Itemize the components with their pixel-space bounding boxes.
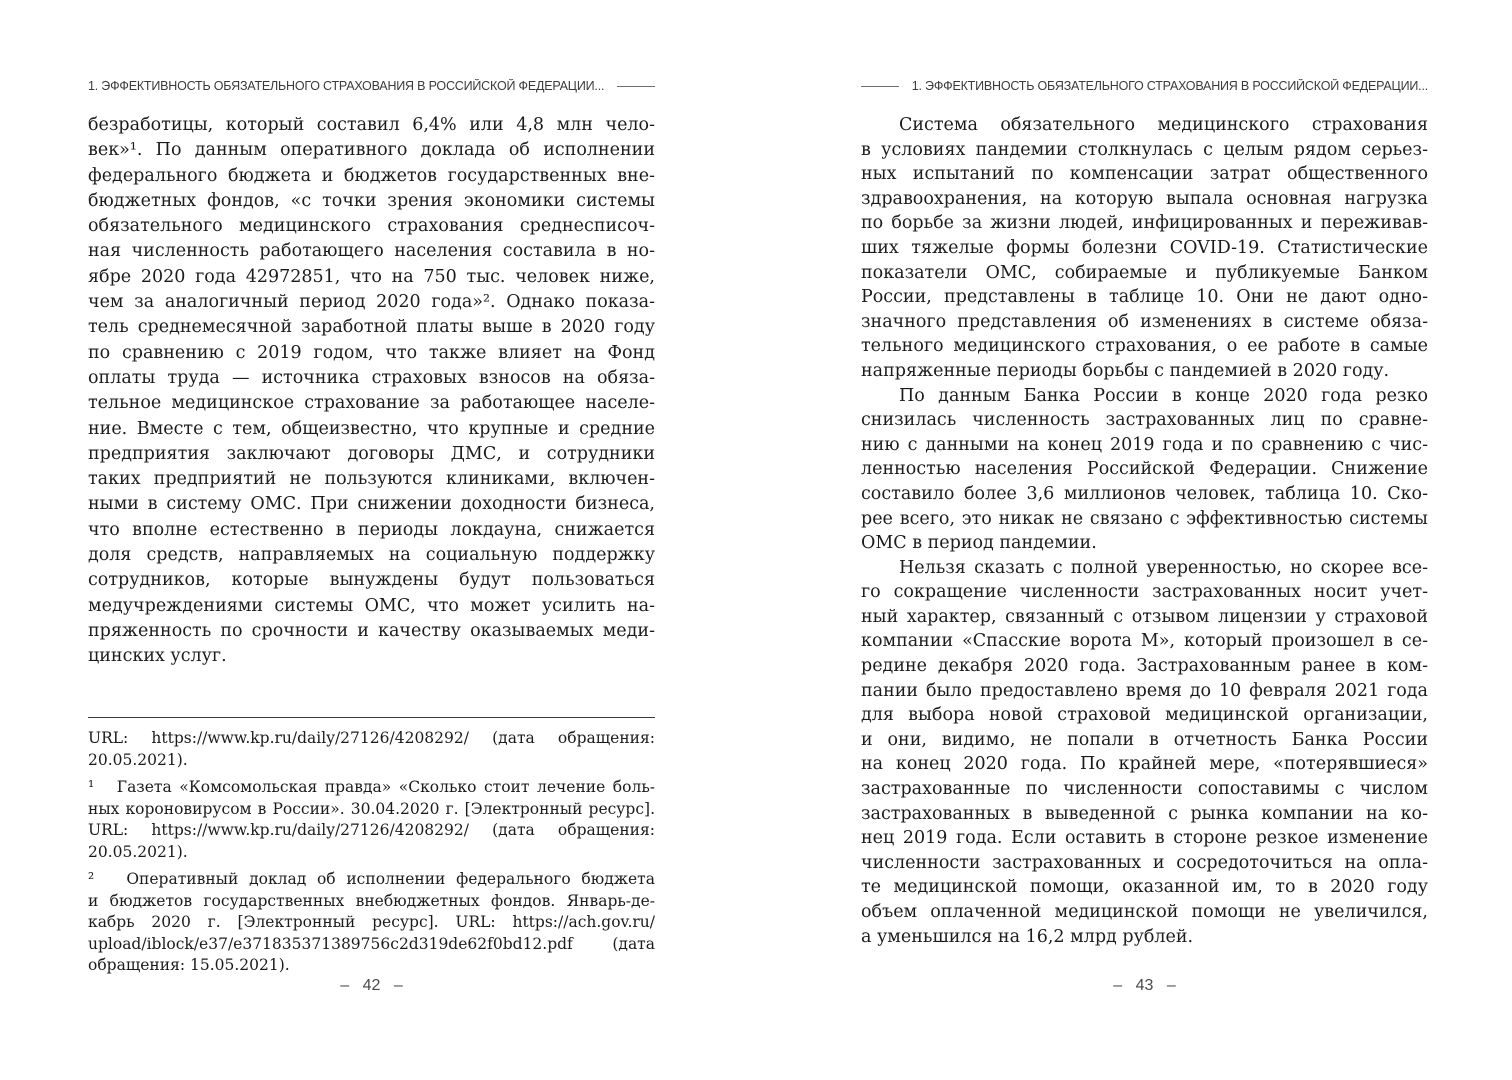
text-line: а уменьшился на 16,2 млрд рублей. [861,926,1194,947]
page-number: – 43 – [1113,977,1176,994]
text-line: обязательного медицинского страхования среднесписоч- [88,216,655,237]
text-line: 20.05.2021). [88,750,188,769]
text-line: безработицы, который составил 6,4% или 4,8 млн чело- [88,115,655,135]
text-line: ОМС в период пандемии. [861,533,1097,554]
paragraph [861,384,1428,556]
footnote [88,869,655,977]
text-line: ный характер, связанный с отзывом лицензии у страховой [861,606,1428,627]
text-line: и они, видимо, не попали в отчетность Банка России [861,729,1428,750]
text-line: тельного медицинского страхования, о ее работе в самые [861,336,1428,357]
text-line: показатели ОМС, собираемые и публикуемые Банком [861,262,1428,283]
text-line: для выбора новой страховой медицинской организации, [861,705,1428,726]
text-line: федерального бюджета и бюджетов государственных вне- [88,165,655,186]
text-line: ² Оперативный доклад об исполнении федерального бюджета [88,870,655,888]
text-line: оплаты труда — источника страховых взносов на обяза- [88,367,655,388]
text-line: России, представлены в таблице 10. Они не дают одно- [861,287,1428,308]
text-line: пряженность по срочности и качеству оказываемых меди- [88,620,655,641]
page-number: – 42 – [340,977,403,994]
paragraph [88,113,655,670]
text-line: пании было предоставлено время до 10 февраля 2021 года [861,680,1428,701]
text-line: застрахованных в выведенной с рынка компании на ко- [861,803,1428,824]
paragraph [861,556,1428,950]
text-line: го сокращение численности застрахованных носит учет- [861,582,1428,603]
text-line: предприятия заключают договоры ДМС, и сотрудники [88,443,655,464]
text-line: чем за аналогичный период 2020 года»². Однако показа- [88,292,655,313]
text-line: по сравнению с 2019 годом, что также влияет на Фонд [88,342,655,363]
text-line: объем оплаченной медицинской помощи не увеличился, [861,902,1428,922]
text-line: ябре 2020 года 42972851, что на 750 тыс. человек ниже, [88,266,655,287]
text-line: снизилась численность застрахованных лиц по сравне- [861,410,1428,431]
text-line: здравоохранения, на которую выпала основная нагрузка [861,188,1428,209]
text-line: медучреждениями системы ОМС, что может усилить на- [88,595,655,616]
running-header-text: 1. ЭФФЕКТИВНОСТЬ ОБЯЗАТЕЛЬНОГО СТРАХОВАНИЯ В РОССИЙСКОЙ ФЕДЕРАЦИИ... [88,79,605,93]
text-line: upload/iblock/e37/e371835371389756c2d319de62f0bd12.pdf (дата [88,934,655,953]
running-header-left [88,79,655,93]
text-line: URL: https://www.kp.ru/daily/27126/4208292/ (дата обращения: [88,821,655,839]
page-right [861,75,1428,1070]
text-line: ших тяжелые формы болезни COVID-19. Статистические [861,237,1428,258]
text-line: значного представления об изменениях в системе обяза- [861,311,1428,332]
running-header-text: 1. ЭФФЕКТИВНОСТЬ ОБЯЗАТЕЛЬНОГО СТРАХОВАНИЯ В РОССИЙСКОЙ ФЕДЕРАЦИИ... [911,79,1428,93]
text-line: ных короновирусом в России». 30.04.2020 г. [Электронный ресурс]. [88,799,655,818]
text-line: в условиях пандемии столкнулась с целым рядом серьез- [861,139,1428,160]
text-line: и бюджетов государственных внебюджетных фондов. Январь-де- [88,891,655,910]
text-line: по борьбе за жизни людей, инфицированных и переживав- [861,213,1428,234]
text-line: застрахованные по численности сопоставимы с числом [861,779,1428,800]
text-line: ными в систему ОМС. При снижении доходности бизнеса, [88,494,655,515]
text-line: тель среднемесячной заработной платы выше в 2020 году [88,317,655,338]
text-line: редине декабря 2020 года. Застрахованным ранее в ком- [861,656,1428,677]
text-line: напряженные периоды борьбы с пандемией в 2020 году. [861,360,1390,381]
footnote-separator [88,717,655,718]
text-line: URL: https://www.kp.ru/daily/27126/4208292/ (дата обращения: [88,729,655,747]
footnotes [88,728,655,977]
text-line: ных испытаний по компенсации затрат общественного [861,164,1428,185]
text-line: Система обязательного медицинского страхования [899,115,1428,135]
running-header-right [861,79,1428,93]
footnote [88,777,655,863]
text-line: доля средств, направляемых на социальную поддержку [88,545,655,566]
text-line: ¹ Газета «Комсомольская правда» «Сколько стоит лечение боль- [88,778,655,796]
text-line: Нельзя сказать с полной уверенностью, но скорее все- [899,557,1428,578]
paragraph [861,113,1428,384]
text-line: нец 2019 года. Если оставить в стороне резкое изменение [861,828,1428,849]
page-body [861,113,1428,949]
text-line: на конец 2020 года. По крайней мере, «потерявшиеся» [861,754,1428,775]
header-rule [617,86,655,87]
text-line: обращения: 15.05.2021). [88,956,290,974]
text-line: бюджетных фондов, «с точки зрения экономики системы [88,190,655,211]
text-line: компании «Спасские ворота М», который произошел в се- [861,631,1428,652]
text-line: составило более 3,6 миллионов человек, таблица 10. Ско- [861,483,1428,504]
text-line: те медицинской помощи, оказанной им, то в 2020 году [861,877,1428,898]
text-line: кабрь 2020 г. [Электронный ресурс]. URL: https://ach.gov.ru/ [88,913,655,931]
text-line: цинских услуг. [88,646,227,667]
text-line: сотрудников, которые вынуждены будут пользоваться [88,570,655,591]
text-line: век»¹. По данным оперативного доклада об исполнении [88,140,655,161]
text-line: 20.05.2021). [88,842,188,861]
text-line: тельное медицинское страхование за работающее населе- [88,393,655,414]
page-left [88,75,655,1070]
text-line: ная численность работающего населения составила в но- [88,241,655,262]
text-line: нию с данными на конец 2019 года и по сравнению с чис- [861,434,1428,455]
text-line: рее всего, это никак не связано с эффективностью системы [861,508,1428,529]
text-line: численности застрахованных и сосредоточиться на опла- [861,852,1428,873]
text-line: что вполне естественно в периоды локдауна, снижается [88,519,655,540]
page-body [88,113,655,670]
header-rule [861,86,899,87]
text-line: ленностью населения Российской Федерации. Снижение [861,459,1428,480]
text-line: ние. Вместе с тем, общеизвестно, что крупные и средние [88,418,655,439]
text-line: таких предприятий не пользуются клиниками, включен- [88,469,655,490]
text-line: По данным Банка России в конце 2020 года резко [899,385,1428,406]
footnote [88,728,655,771]
